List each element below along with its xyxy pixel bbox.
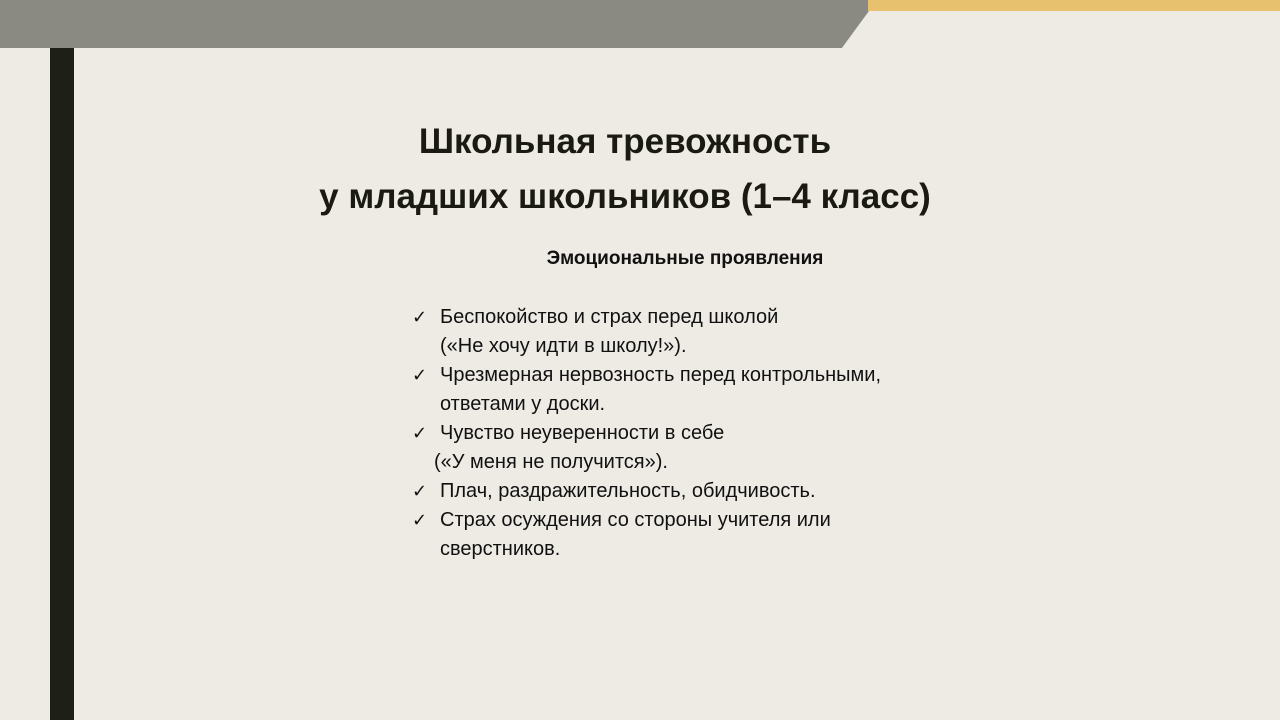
list-item-text: Беспокойство и страх перед школой: [440, 306, 779, 328]
list-item-text: Чрезмерная нервозность перед контрольными,: [440, 364, 882, 386]
check-icon: ✓: [412, 365, 428, 385]
list-item: [408, 506, 968, 564]
slide-title: [250, 114, 1000, 224]
check-icon: ✓: [412, 423, 428, 443]
list-item-text: ответами у доски.: [440, 393, 606, 415]
list-item-text: («Не хочу идти в школу!»).: [440, 335, 687, 357]
list-item-text: («У меня не получится»).: [434, 451, 668, 473]
list-item: [408, 303, 968, 361]
list-item: [408, 419, 968, 477]
check-icon: ✓: [412, 481, 428, 501]
list-item-text: Чувство неуверенности в себе: [440, 422, 725, 444]
list-item-text: сверстников.: [440, 538, 561, 560]
list-item-text: Плач, раздражительность, обидчивость.: [440, 480, 816, 502]
list-item: [408, 361, 968, 419]
top-banner-bar: [0, 0, 877, 48]
symptom-list: [408, 303, 968, 564]
section-subtitle: Эмоциональные проявления: [546, 248, 824, 269]
title-line-1: Школьная тревожность: [418, 122, 832, 161]
list-item-text: Страх осуждения со стороны учителя или: [440, 509, 831, 531]
list-item: [408, 477, 968, 506]
accent-stripe: [868, 0, 1280, 11]
check-icon: ✓: [412, 307, 428, 327]
left-rail: [50, 48, 74, 720]
check-icon: ✓: [412, 510, 428, 530]
title-line-2: у младших школьников (1–4 класс): [319, 177, 931, 216]
